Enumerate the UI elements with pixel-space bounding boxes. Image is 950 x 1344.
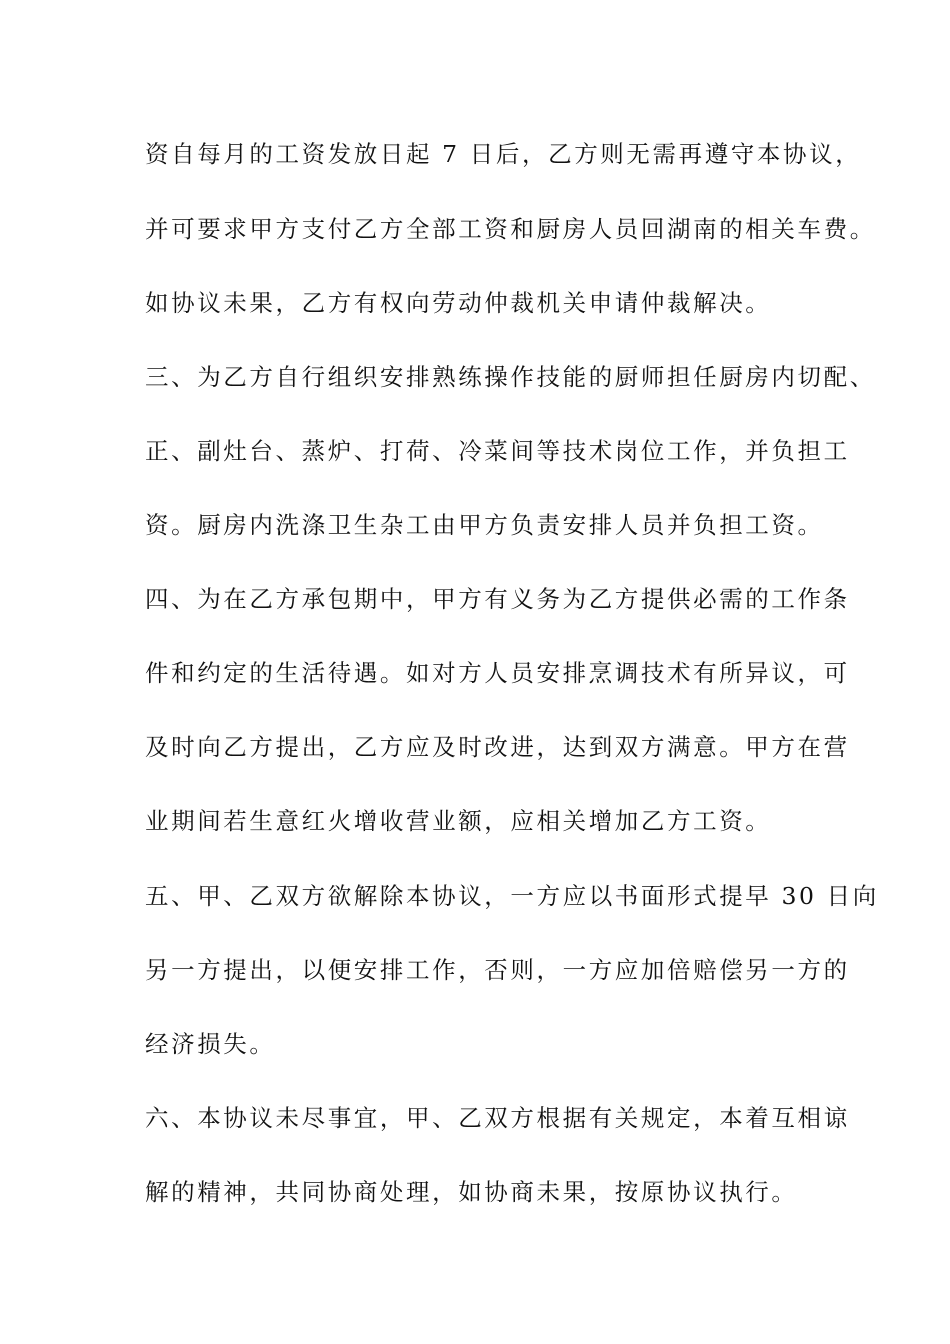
paragraph-line: 四、为在乙方承包期中，甲方有义务为乙方提供必需的工作条 [145,585,850,613]
paragraph-line: 资自每月的工资发放日起 7 日后，乙方则无需再遵守本协议， [145,140,862,168]
paragraph-line: 六、本协议未尽事宜，甲、乙双方根据有关规定，本着互相谅 [145,1104,850,1132]
paragraph-line: 正、副灶台、蒸炉、打荷、冷菜间等技术岗位工作，并负担工 [145,437,850,465]
paragraph-line: 五、甲、乙双方欲解除本协议，一方应以书面形式提早 30 日向 [145,882,879,910]
paragraph-line: 三、为乙方自行组织安排熟练操作技能的厨师担任厨房内切配、 [145,363,876,391]
paragraph-line: 如协议未果，乙方有权向劳动仲裁机关申请仲裁解决。 [145,289,772,317]
paragraph-line: 件和约定的生活待遇。如对方人员安排烹调技术有所异议，可 [145,659,850,687]
paragraph-line: 经济损失。 [145,1030,276,1058]
paragraph-line: 另一方提出，以便安排工作，否则，一方应加倍赔偿另一方的 [145,956,850,984]
paragraph-line: 解的精神，共同协商处理，如协商未果，按原协议执行。 [145,1178,798,1206]
paragraph-line: 资。厨房内洗涤卫生杂工由甲方负责安排人员并负担工资。 [145,511,824,539]
paragraph-line: 及时向乙方提出，乙方应及时改进，达到双方满意。甲方在营 [145,733,850,761]
paragraph-line: 并可要求甲方支付乙方全部工资和厨房人员回湖南的相关车费。 [145,215,876,243]
paragraph-line: 业期间若生意红火增收营业额，应相关增加乙方工资。 [145,807,772,835]
